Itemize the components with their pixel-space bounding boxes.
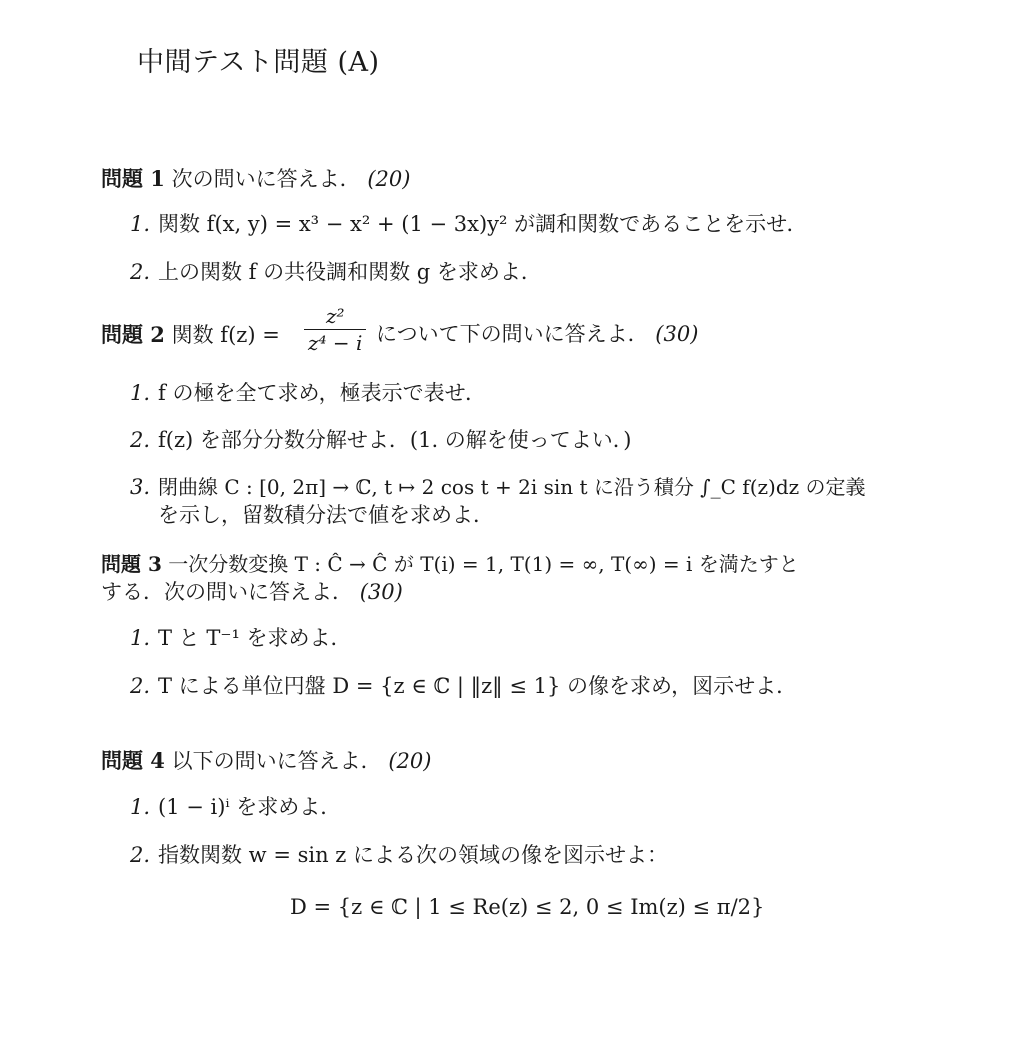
- problem-points: (20): [367, 167, 411, 191]
- item-text: (1 − i)ⁱ を求めよ．: [158, 795, 342, 819]
- problem-4-heading-line: [101, 748, 431, 774]
- item-number: 1.: [130, 626, 151, 650]
- problem-points: (20): [388, 749, 432, 773]
- problem-intro-suffix: について下の問いに答えよ．: [376, 322, 649, 346]
- problem-heading: 問題 1: [101, 166, 165, 191]
- item-number: 1.: [130, 381, 151, 405]
- item-text: 指数関数 w = sin z による次の領域の像を図示せよ：: [158, 843, 669, 867]
- problem-heading: 問題 2: [101, 322, 165, 347]
- fraction-denominator: z⁴ − i: [308, 331, 363, 355]
- problem-intro: 次の問いに答えよ．: [171, 167, 361, 191]
- item-number: 2.: [130, 674, 151, 698]
- item-number: 2.: [130, 843, 151, 867]
- item-text: 上の関数 f の共役調和関数 g を求めよ．: [158, 260, 542, 284]
- item-number: 2.: [130, 428, 151, 452]
- item-number: 1.: [130, 212, 151, 236]
- item-number: 3.: [130, 475, 151, 499]
- problem-2-heading-right: [376, 322, 698, 347]
- item-number: 2.: [130, 260, 151, 284]
- page-title: 中間テスト問題 (A): [137, 47, 380, 78]
- item-number: 1.: [130, 795, 151, 819]
- problem-intro-prefix: 関数 f(z) =: [171, 323, 280, 347]
- problem-intro: 一次分数変換 T : Ĉ → Ĉ が T(i) = 1, T(1) = ∞, T(∞) = i を満たすと: [168, 552, 799, 576]
- fraction-numerator: z²: [304, 304, 366, 330]
- item-text: 関数 f(x, y) = x³ − x² + (1 − 3x)y² が調和関数であることを示せ．: [158, 212, 808, 236]
- item-text: 閉曲線 C : [0, 2π] → ℂ, t ↦ 2 cos t + 2i sin t に沿う積分 ∫_C f(z)dz の定義: [158, 475, 866, 499]
- item-text-continued: を示し，留数積分法で値を求めよ．: [158, 503, 494, 527]
- problem-3-heading-cont: [101, 580, 403, 605]
- problem-points: (30): [655, 322, 699, 346]
- problem-points: (30): [359, 580, 403, 604]
- problem-3-heading-line: [101, 552, 799, 576]
- problem-1-heading-line: [101, 166, 410, 192]
- problem-heading: 問題 4: [101, 748, 165, 773]
- fraction: [304, 304, 366, 356]
- problem-intro-continued: する．次の問いに答えよ．: [101, 580, 353, 604]
- display-equation: D = {z ∈ ℂ | 1 ≤ Re(z) ≤ 2, 0 ≤ Im(z) ≤ π/2}: [290, 895, 765, 919]
- item-text: f(z) を部分分数分解せよ．(1. の解を使ってよい．): [158, 428, 632, 452]
- problem-2-heading-left: [101, 322, 280, 348]
- problem-intro: 以下の問いに答えよ．: [171, 749, 382, 773]
- item-text: T による単位円盤 D = {z ∈ ℂ | ‖z‖ ≤ 1} の像を求め，図示せよ．: [158, 674, 798, 698]
- problem-heading: 問題 3: [101, 552, 162, 576]
- item-text: f の極を全て求め，極表示で表せ．: [158, 381, 486, 405]
- item-text: T と T⁻¹ を求めよ．: [158, 626, 352, 650]
